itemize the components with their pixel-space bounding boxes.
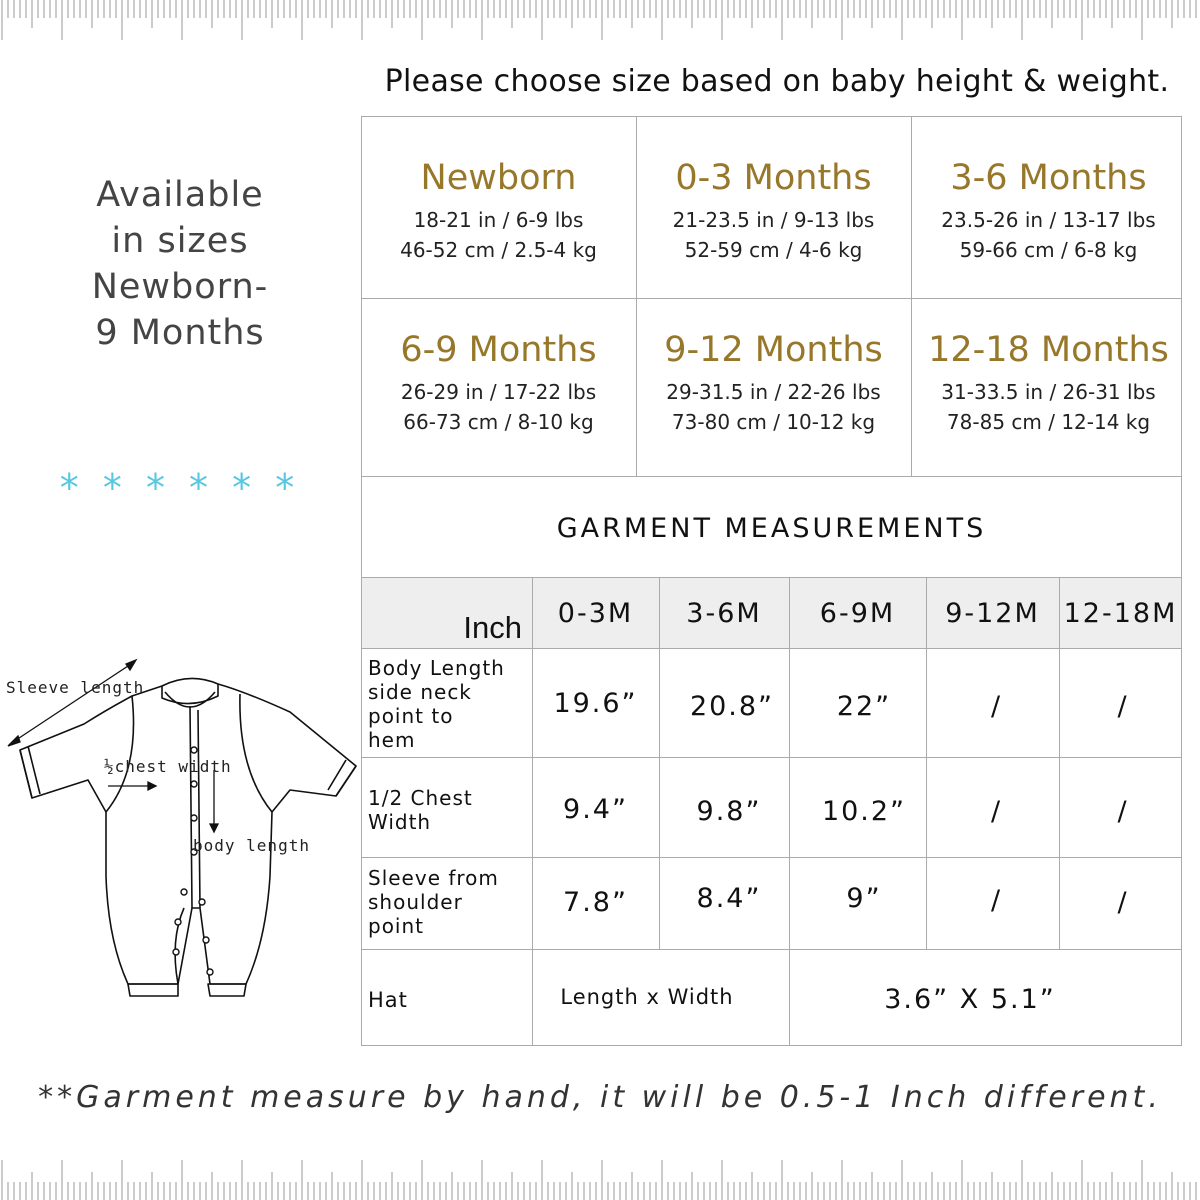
decorative-stars: * * * * * * (59, 466, 301, 510)
table-cell: 8.4” (696, 883, 762, 914)
column-header-6-9m: 6-9M (819, 598, 896, 629)
table-cell: / (1117, 796, 1129, 827)
garment-measurements-title: GARMENT MEASUREMENTS (556, 513, 987, 544)
size-imperial: 18-21 in / 6-9 lbs (413, 208, 584, 232)
available-line-4: 9 Months (95, 313, 265, 353)
table-cell: 22” (836, 691, 892, 722)
size-imperial: 29-31.5 in / 22-26 lbs (666, 380, 881, 404)
sleeve-length-label: Sleeve length (6, 678, 145, 697)
size-imperial: 26-29 in / 17-22 lbs (400, 380, 597, 404)
table-cell: 7.8” (563, 887, 628, 918)
size-name: 6-9 Months (400, 330, 597, 370)
table-cell: 9” (846, 883, 882, 914)
size-cell-0-3-months (636, 118, 911, 298)
top-ruler-border (0, 0, 1200, 44)
hat-measure-label: Length x Width (560, 985, 734, 1009)
hat-measure-value: 3.6” X 5.1” (884, 984, 1056, 1015)
size-imperial: 23.5-26 in / 13-17 lbs (941, 208, 1156, 232)
row-label-line: point (368, 914, 425, 938)
size-guide-headline: Please choose size based on baby height & weight. (384, 64, 1170, 99)
available-line-3: Newborn- (91, 267, 269, 307)
row-label-line: Body Length (368, 656, 505, 680)
unit-header: Inch (463, 610, 522, 645)
grid-line (361, 949, 1182, 950)
table-cell: 9.4” (563, 794, 628, 825)
size-imperial: 21-23.5 in / 9-13 lbs (672, 208, 875, 232)
available-line-2: in sizes (111, 221, 249, 261)
size-name: 3-6 Months (950, 158, 1147, 198)
row-label-line: shoulder (368, 890, 463, 914)
table-cell: 20.8” (689, 691, 775, 722)
size-imperial: 31-33.5 in / 26-31 lbs (941, 380, 1156, 404)
size-cell-newborn (361, 118, 636, 298)
row-label-line: point to (368, 704, 454, 728)
size-name: 0-3 Months (675, 158, 872, 198)
table-cell: / (990, 885, 1003, 916)
table-cell: / (990, 796, 1003, 827)
row-label-hat: Hat (368, 988, 408, 1012)
table-cell: 19.6” (553, 688, 638, 719)
table-cell: 9.8” (696, 796, 762, 827)
size-metric: 46-52 cm / 2.5-4 kg (400, 238, 597, 262)
size-metric: 66-73 cm / 8-10 kg (403, 410, 594, 434)
column-header-9-12m: 9-12M (945, 598, 1040, 629)
table-cell: / (1117, 691, 1129, 722)
size-metric: 78-85 cm / 12-14 kg (946, 410, 1151, 434)
column-header-0-3m: 0-3M (557, 598, 634, 629)
row-label-chest-width (368, 786, 528, 834)
size-name: Newborn (420, 158, 577, 198)
romper-outline-icon (0, 640, 362, 1020)
row-label-sleeve (368, 866, 528, 938)
size-name: 12-18 Months (928, 330, 1169, 370)
chest-width-label: ½chest width (104, 757, 232, 776)
bottom-ruler-border (0, 1156, 1200, 1200)
size-cell-3-6-months (911, 118, 1186, 298)
size-cell-6-9-months (361, 290, 636, 470)
table-cell: 10.2” (821, 796, 907, 827)
size-metric: 52-59 cm / 4-6 kg (684, 238, 863, 262)
row-label-line: Width (368, 810, 432, 834)
row-label-line: side neck (368, 680, 472, 704)
romper-measurement-diagram (0, 640, 362, 1020)
measurement-footnote: **Garment measure by hand, it will be 0.5-1 Inch different. (38, 1080, 1162, 1115)
column-header-12-18m: 12-18M (1063, 598, 1178, 629)
available-sizes-note (40, 172, 320, 356)
size-metric: 73-80 cm / 10-12 kg (671, 410, 876, 434)
row-label-line: 1/2 Chest (368, 786, 473, 810)
table-cell: / (1117, 887, 1129, 918)
row-label-body-length (368, 656, 528, 752)
row-label-line: hem (368, 728, 416, 752)
available-line-1: Available (96, 175, 264, 215)
table-cell: / (990, 691, 1003, 722)
body-length-label: body length (193, 836, 310, 855)
size-name: 9-12 Months (664, 330, 883, 370)
column-header-3-6m: 3-6M (686, 598, 762, 629)
row-label-line: Sleeve from (368, 866, 499, 890)
size-cell-9-12-months (636, 290, 911, 470)
size-cell-12-18-months (911, 290, 1186, 470)
size-metric: 59-66 cm / 6-8 kg (959, 238, 1138, 262)
grid-line (361, 476, 1182, 477)
